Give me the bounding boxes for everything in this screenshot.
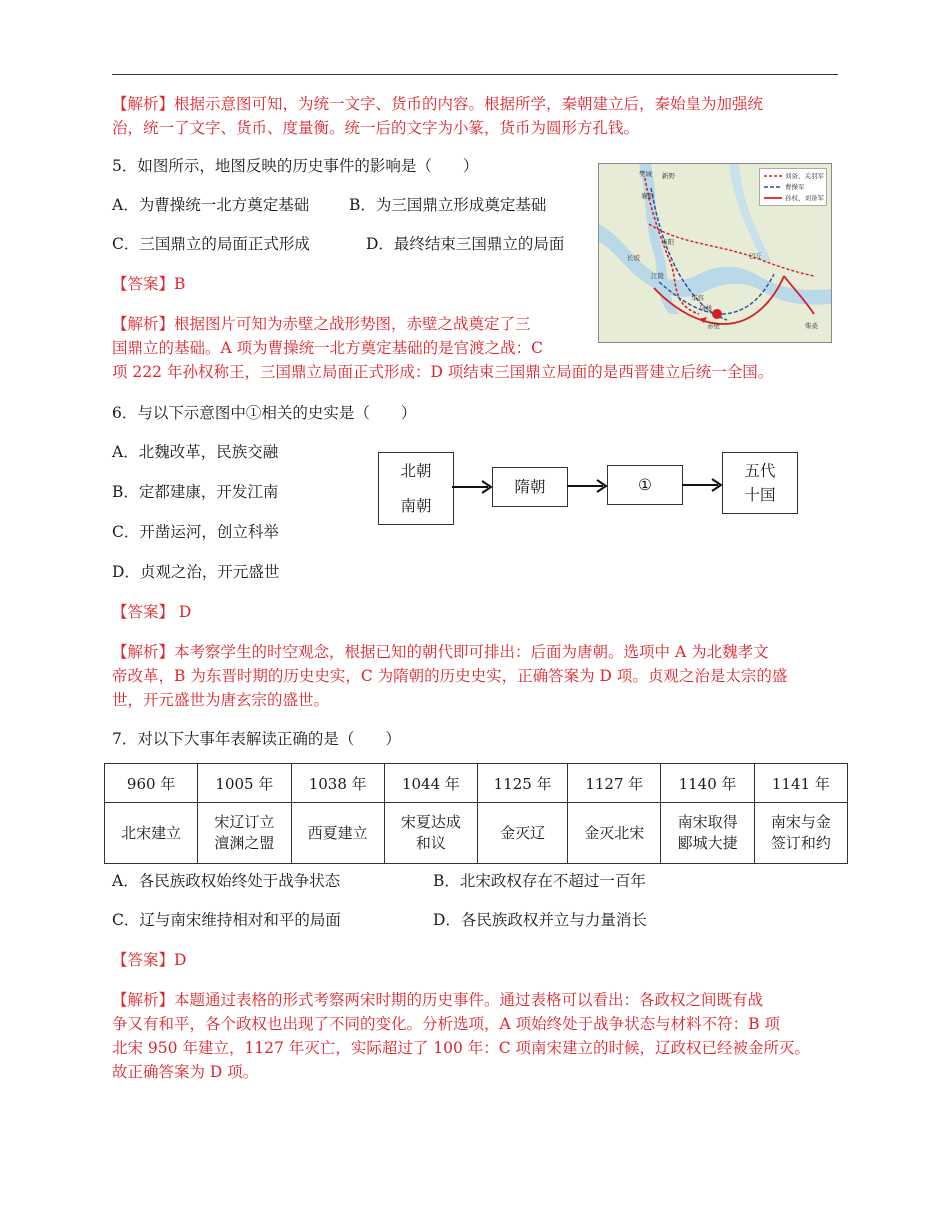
events-event-row [105,803,848,864]
event-cell [198,803,291,864]
diagram-box-south: 南朝 [378,488,454,525]
q6-analysis-line-1: 【解析】本考察学生的时空观念，根据已知的朝代即可排出：后面为唐朝。选项中 A 为北魏孝文 [112,643,769,661]
event-cell [568,803,661,864]
q7-analysis-line-3: 北宋 950 年建立，1127 年灭亡，实际超过了 100 年：C 项南宋建立的时候，辽政权已经被金所灭。 [112,1039,811,1057]
event-text: 金灭北宋 [584,823,645,842]
map-place-baqiu: 巴丘 [749,252,762,260]
event-text: 和议 [415,834,446,852]
year-cell: 1127 年 [568,764,661,803]
q6-option-b: B．定都建康，开发江南 [112,483,279,501]
event-text: 西夏建立 [307,823,368,842]
q5-option-d: D．最终结束三国鼎立的局面 [366,235,565,253]
q7-option-c: C．辽与南宋维持相对和平的局面 [112,911,341,929]
event-text: 宋夏达成 [400,813,461,831]
diagram-box-sui: 隋朝 [492,467,568,507]
map-place-xinye: 新野 [662,172,675,180]
q6-analysis-line-2: 帝改革，B 为东晋时期的历史史实，C 为隋朝的历史史实，正确答案为 D 项。贞观之治是太宗的盛 [112,667,788,685]
map-place-jiangling: 江陵 [651,272,664,280]
q5-answer: 【答案】B [112,275,186,293]
map-place-changban: 长坂 [627,254,640,262]
diagram-five-line-1: 五代 [744,462,776,480]
q5-analysis-line-3: 项 222 年孙权称王，三国鼎立局面正式形成：D 项结束三国鼎立局面的是西晋建立后统一全国。 [112,363,774,381]
year-cell: 1125 年 [478,764,568,803]
q5-option-c: C．三国鼎立的局面正式形成 [112,235,310,253]
events-table [104,763,848,864]
event-cell [384,803,477,864]
event-text: 金灭辽 [500,823,546,842]
map-legend-sunquan: 孙权、刘备军 [785,194,824,202]
intro-analysis-line-1: 【解析】根据示意图可知，为统一文字、货币的内容。根据所学，秦朝建立后，秦始皇为加强统 [112,95,764,113]
map-place-chibi: 赤壁 [707,322,720,330]
battle-map [598,163,832,343]
q6-analysis-line-3: 世，开元盛世为唐玄宗的盛世。 [112,691,330,709]
event-cell [105,803,198,864]
year-cell: 1044 年 [384,764,477,803]
q7-analysis-line-1: 【解析】本题通过表格的形式考察两宋时期的历史事件。通过表格可以看出：各政权之间既有战 [112,991,764,1009]
events-year-row [105,764,848,803]
q5-analysis-line-1: 【解析】根据图片可知为赤壁之战形势图，赤壁之战奠定了三 [112,315,531,333]
map-place-huarong: 华容 [691,294,704,302]
diagram-box-north: 北朝 [378,452,454,490]
q5-option-b: B．为三国鼎立形成奠定基础 [349,196,547,214]
q7-option-b: B．北宋政权存在不超过一百年 [433,872,646,890]
event-cell [754,803,847,864]
map-place-wulin: 乌林 [699,304,712,312]
map-legend-caocao: 曹操军 [785,183,805,191]
q7-analysis-line-2: 争又有和平，各个政权也出现了不同的变化。分析选项，A 项始终处于战争状态与材料不符：B 项 [112,1015,780,1033]
map-place-chaisang: 柴桑 [805,322,818,330]
q7-stem: 7．对以下大事年表解读正确的是（ ） [112,730,401,748]
q6-option-d: D．贞观之治，开元盛世 [112,563,280,581]
event-text: 签订和约 [770,834,831,852]
map-place-xiangyang: 襄阳 [641,192,654,200]
diagram-box-one: ① [607,465,683,505]
year-cell: 1038 年 [291,764,384,803]
year-cell: 960 年 [105,764,198,803]
q6-stem: 6．与以下示意图中①相关的史实是（ ） [112,404,417,422]
event-text: 澶渊之盟 [214,834,275,852]
year-cell: 1141 年 [754,764,847,803]
year-cell: 1005 年 [198,764,291,803]
event-cell [478,803,568,864]
event-text: 南宋取得 [677,813,738,831]
diagram-box-five-dynasties [722,452,798,514]
diagram-five-line-2: 十国 [744,486,776,504]
diagram-arrows [452,470,724,500]
event-text: 北宋建立 [121,823,182,842]
intro-analysis-line-2: 治，统一了文字、货币、度量衡。统一后的文字为小篆，货币为圆形方孔钱。 [112,119,640,137]
q6-option-c: C．开凿运河，创立科举 [112,523,279,541]
q7-option-a: A．各民族政权始终处于战争状态 [112,872,341,890]
map-place-dangyang: 当阳 [661,238,674,246]
event-text: 宋辽订立 [214,813,275,831]
event-cell [291,803,384,864]
event-text: 郾城大捷 [677,834,738,852]
q7-option-d: D．各民族政权并立与力量消长 [433,911,647,929]
q6-option-a: A．北魏改革，民族交融 [112,443,279,461]
q5-analysis-line-2: 国鼎立的基础。A 项为曹操统一北方奠定基础的是官渡之战：C [112,339,543,357]
map-legend-liubei: 刘备、关羽军 [785,172,824,180]
map-legend [759,168,827,206]
year-cell: 1140 年 [661,764,754,803]
q7-analysis-line-4: 故正确答案为 D 项。 [112,1063,259,1081]
map-place-fancheng: 樊城 [639,170,652,178]
header-rule [112,74,838,75]
q7-answer: 【答案】D [112,951,187,969]
event-text: 南宋与金 [770,813,831,831]
q5-option-a: A．为曹操统一北方奠定基础 [112,196,310,214]
event-cell [661,803,754,864]
q5-stem: 5．如图所示，地图反映的历史事件的影响是（ ） [112,157,479,175]
q6-answer: 【答案】 D [112,603,192,621]
